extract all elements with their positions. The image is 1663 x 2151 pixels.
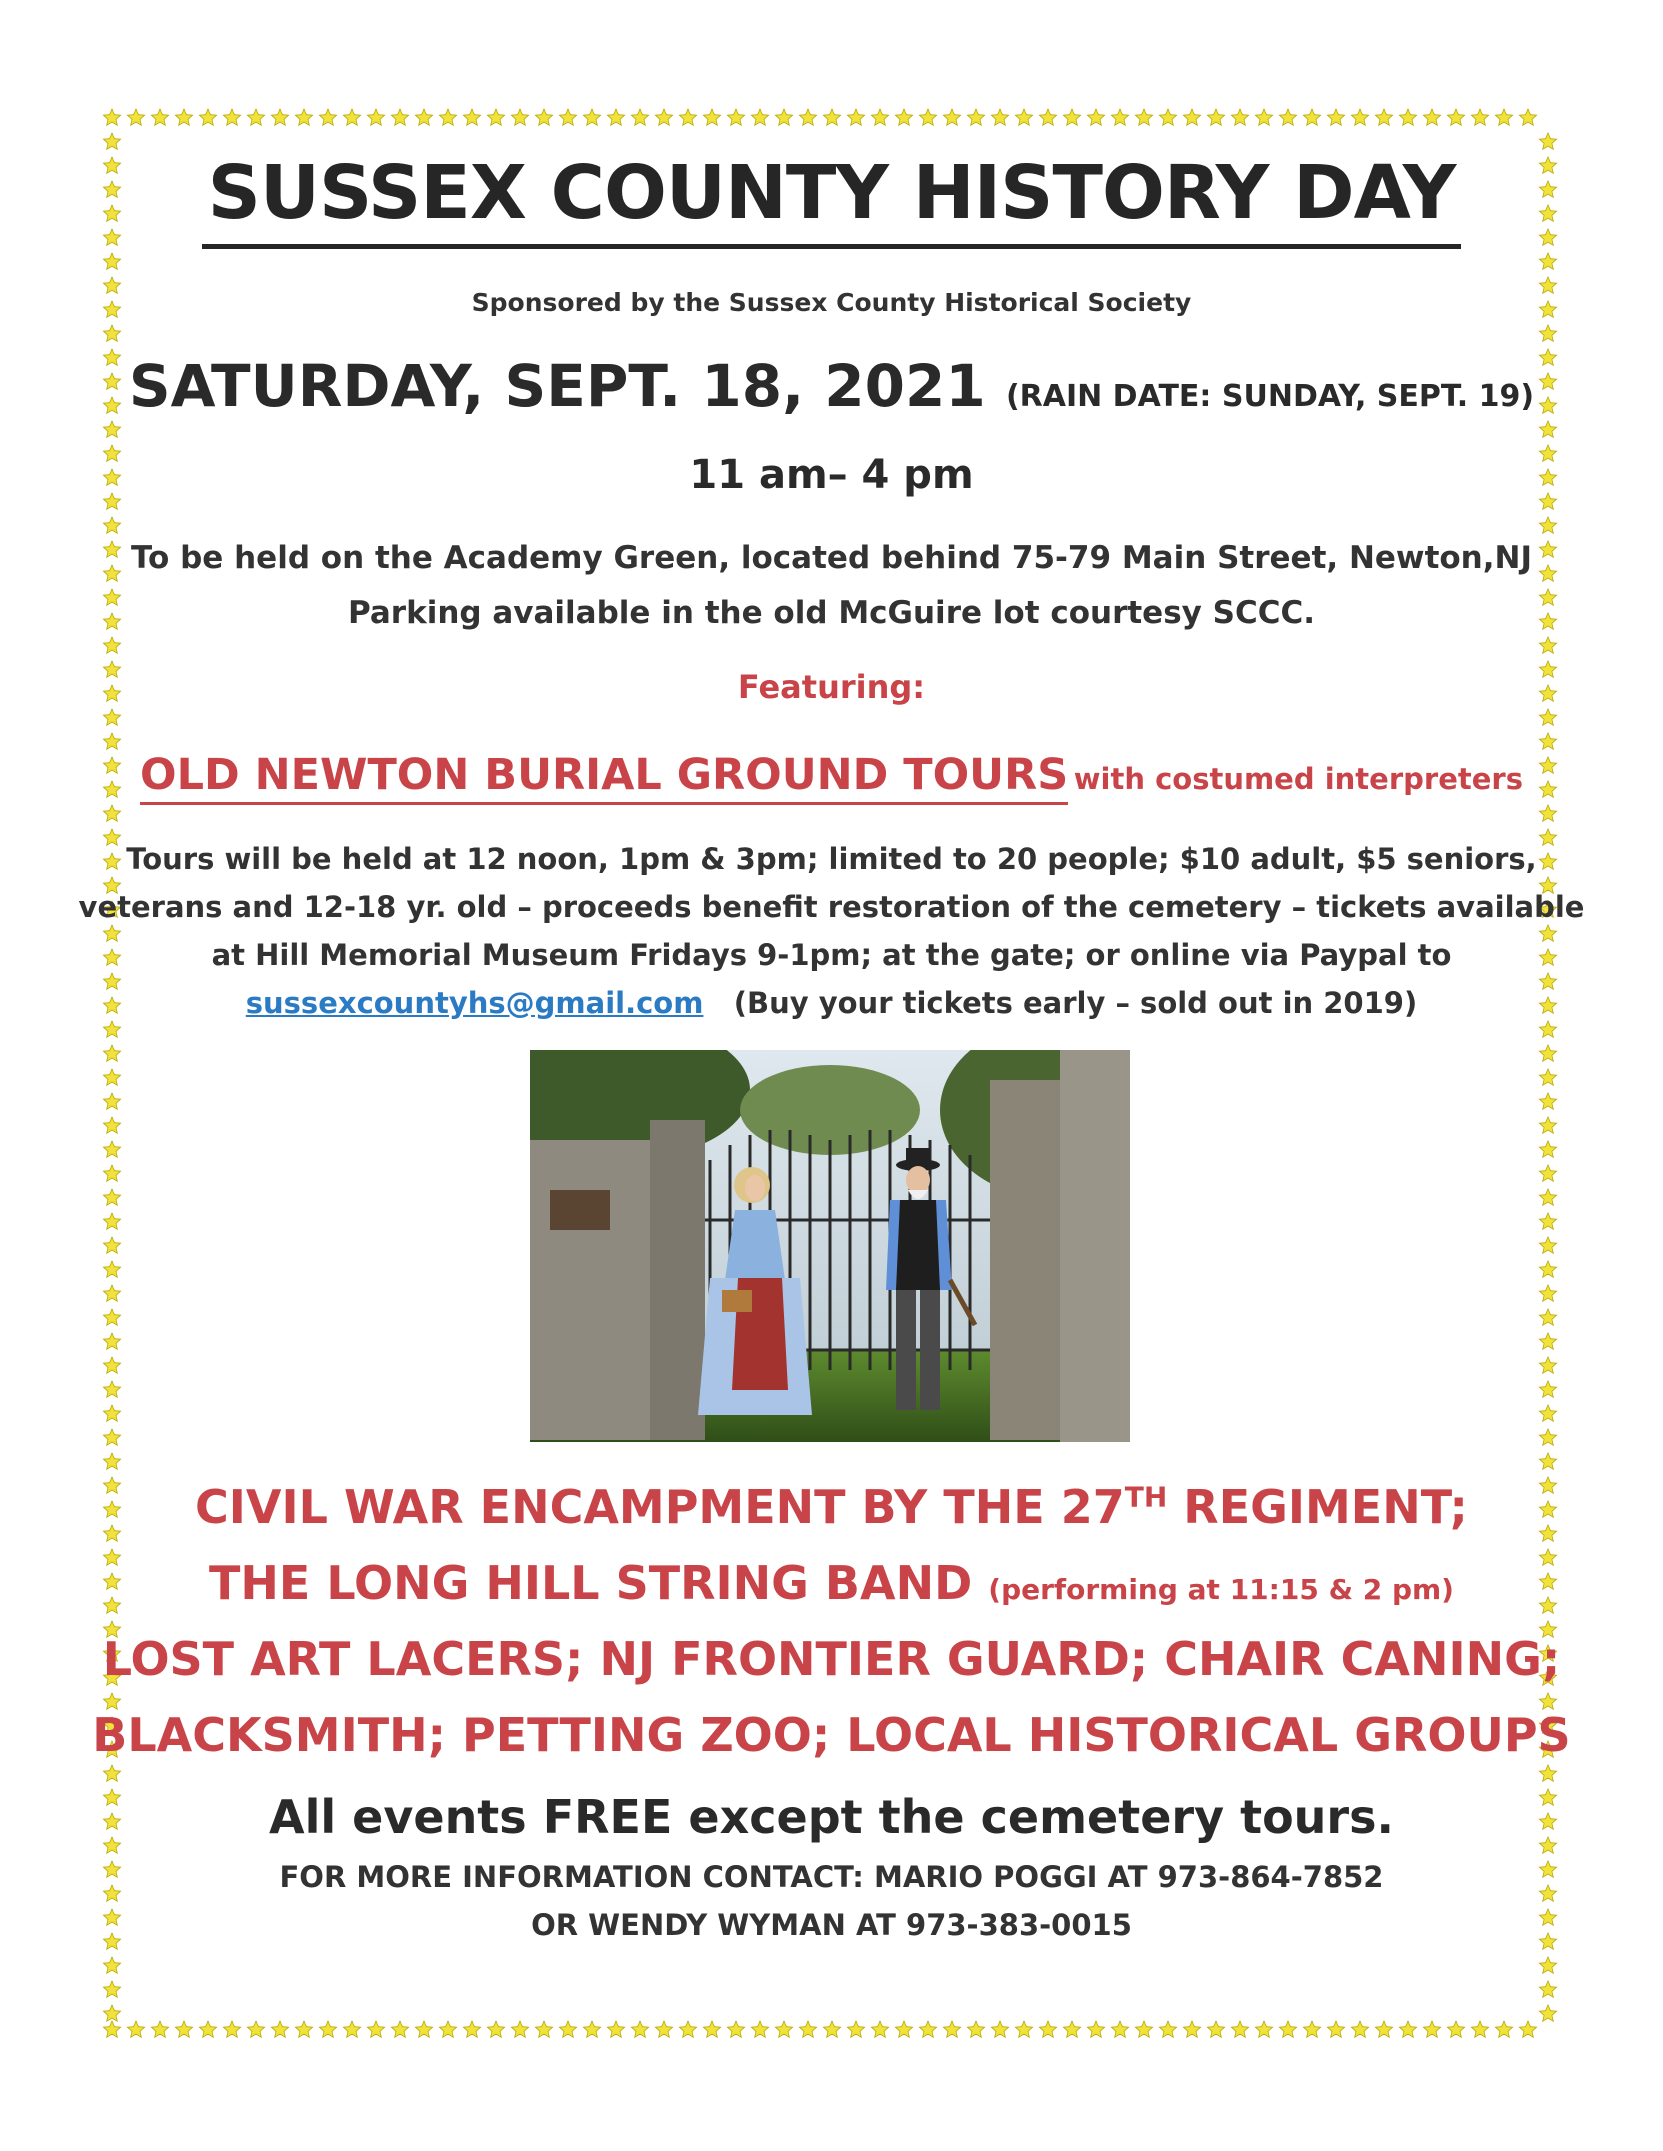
border-star-icon: [175, 109, 192, 125]
border-star-icon: [1471, 2021, 1488, 2037]
border-star-icon: [1063, 2021, 1080, 2037]
border-star-icon: [1539, 1189, 1556, 1205]
border-star-icon: [1539, 1357, 1556, 1373]
border-star-icon: [103, 517, 120, 533]
border-star-icon: [1135, 109, 1152, 125]
border-star-icon: [799, 109, 816, 125]
border-star-icon: [871, 109, 888, 125]
border-star-icon: [751, 2021, 768, 2037]
border-star-icon: [1539, 1021, 1556, 1037]
border-star-icon: [319, 2021, 336, 2037]
tours-headline: [0, 750, 1663, 800]
border-star-icon: [103, 1285, 120, 1301]
border-star-icon: [871, 2021, 888, 2037]
border-star-icon: [895, 2021, 912, 2037]
border-star-icon: [103, 637, 120, 653]
tours-info-line-3: at Hill Memorial Museum Fridays 9-1pm; at the gate; or online via Paypal to: [211, 938, 1452, 972]
border-star-icon: [415, 109, 432, 125]
border-star-icon: [103, 1141, 120, 1157]
border-star-icon: [1539, 709, 1556, 725]
border-star-icon: [703, 109, 720, 125]
border-star-icon: [223, 2021, 240, 2037]
border-star-icon: [103, 1405, 120, 1421]
border-star-icon: [775, 2021, 792, 2037]
border-star-icon: [367, 109, 384, 125]
border-star-icon: [103, 1261, 120, 1277]
border-star-icon: [103, 253, 120, 269]
border-star-icon: [439, 2021, 456, 2037]
border-star-icon: [919, 2021, 936, 2037]
border-star-icon: [607, 109, 624, 125]
border-star-icon: [439, 109, 456, 125]
border-star-icon: [511, 109, 528, 125]
border-star-icon: [103, 1381, 120, 1397]
border-star-icon: [103, 109, 120, 125]
border-star-icon: [343, 109, 360, 125]
border-star-icon: [703, 2021, 720, 2037]
border-star-icon: [1183, 109, 1200, 125]
border-star-icon: [103, 1045, 120, 1061]
border-star-icon: [1207, 109, 1224, 125]
border-star-icon: [1539, 517, 1556, 533]
border-star-icon: [1539, 1165, 1556, 1181]
border-star-icon: [295, 2021, 312, 2037]
border-star-icon: [487, 2021, 504, 2037]
border-star-icon: [1447, 2021, 1464, 2037]
border-star-icon: [1423, 109, 1440, 125]
border-star-icon: [1015, 2021, 1032, 2037]
border-star-icon: [1207, 2021, 1224, 2037]
border-star-icon: [175, 2021, 192, 2037]
border-star-icon: [1183, 2021, 1200, 2037]
border-star-icon: [1327, 109, 1344, 125]
border-star-icon: [103, 709, 120, 725]
border-star-icon: [1539, 1213, 1556, 1229]
border-star-icon: [1399, 109, 1416, 125]
border-star-icon: [847, 2021, 864, 2037]
border-star-icon: [247, 2021, 264, 2037]
border-star-icon: [103, 2005, 120, 2021]
border-star-icon: [583, 2021, 600, 2037]
border-star-icon: [1039, 2021, 1056, 2037]
border-star-icon: [103, 1165, 120, 1181]
border-star-icon: [1539, 1957, 1556, 1973]
border-star-icon: [1015, 109, 1032, 125]
border-star-icon: [1063, 109, 1080, 125]
border-star-icon: [1539, 1429, 1556, 1445]
border-star-icon: [367, 2021, 384, 2037]
border-star-icon: [103, 1237, 120, 1253]
border-star-icon: [103, 1981, 120, 1997]
event-string-band: [0, 1556, 1663, 1610]
border-star-icon: [1399, 2021, 1416, 2037]
border-star-icon: [391, 2021, 408, 2037]
event-title: SUSSEX COUNTY HISTORY DAY: [0, 150, 1663, 236]
border-star-icon: [1327, 2021, 1344, 2037]
border-star-icon: [727, 109, 744, 125]
border-star-icon: [103, 1213, 120, 1229]
border-star-icon: [103, 1453, 120, 1469]
event-line-4: BLACKSMITH; PETTING ZOO; LOCAL HISTORICAL GROUPS: [92, 1708, 1571, 1762]
border-star-icon: [943, 2021, 960, 2037]
border-star-icon: [151, 2021, 168, 2037]
border-star-icon: [103, 1429, 120, 1445]
border-star-icon: [247, 109, 264, 125]
border-star-icon: [103, 1069, 120, 1085]
border-star-icon: [1539, 133, 1556, 149]
border-star-icon: [751, 109, 768, 125]
border-star-icon: [1351, 2021, 1368, 2037]
border-star-icon: [823, 109, 840, 125]
border-star-icon: [103, 1117, 120, 1133]
border-star-icon: [631, 2021, 648, 2037]
border-star-icon: [199, 109, 216, 125]
border-star-icon: [103, 1765, 120, 1781]
border-star-icon: [1135, 2021, 1152, 2037]
border-star-icon: [895, 109, 912, 125]
border-star-icon: [631, 109, 648, 125]
border-star-icon: [1111, 109, 1128, 125]
border-star-icon: [103, 325, 120, 341]
border-star-icon: [1231, 2021, 1248, 2037]
border-star-icon: [1159, 109, 1176, 125]
border-star-icon: [1351, 109, 1368, 125]
border-star-icon: [847, 109, 864, 125]
border-star-icon: [1539, 1333, 1556, 1349]
border-star-icon: [607, 2021, 624, 2037]
border-star-icon: [223, 109, 240, 125]
tours-info-line-1: Tours will be held at 12 noon, 1pm & 3pm; limited to 20 people; $10 adult, $5 seniors,: [126, 842, 1537, 876]
border-star-icon: [1539, 1405, 1556, 1421]
border-star-icon: [1255, 109, 1272, 125]
border-star-icon: [1539, 1285, 1556, 1301]
border-star-icon: [1519, 2021, 1536, 2037]
border-star-icon: [655, 2021, 672, 2037]
border-star-icon: [1539, 1981, 1556, 1997]
border-star-icon: [1375, 109, 1392, 125]
border-star-icon: [799, 2021, 816, 2037]
border-star-icon: [655, 109, 672, 125]
border-star-icon: [1539, 1093, 1556, 1109]
event-line-1-post: REGIMENT;: [1167, 1480, 1468, 1534]
border-star-icon: [1539, 421, 1556, 437]
border-star-icon: [991, 2021, 1008, 2037]
border-star-icon: [103, 133, 120, 149]
sponsor-line: Sponsored by the Sussex County Historical Society: [471, 288, 1192, 317]
border-star-icon: [583, 109, 600, 125]
border-star-icon: [271, 109, 288, 125]
border-star-icon: [151, 109, 168, 125]
border-star-icon: [103, 1693, 120, 1709]
border-star-icon: [727, 2021, 744, 2037]
border-star-icon: [1447, 109, 1464, 125]
location-line-1: To be held on the Academy Green, located behind 75-79 Main Street, Newton,NJ: [130, 540, 1533, 576]
border-star-icon: [775, 109, 792, 125]
border-star-icon: [103, 421, 120, 437]
tours-info-line-2: veterans and 12-18 yr. old – proceeds benefit restoration of the cemetery – tickets available: [78, 890, 1585, 924]
border-star-icon: [103, 1957, 120, 1973]
tours-title: OLD NEWTON BURIAL GROUND TOURS: [140, 750, 1068, 805]
border-star-icon: [127, 109, 144, 125]
border-star-icon: [127, 2021, 144, 2037]
border-star-icon: [535, 2021, 552, 2037]
border-star-icon: [1519, 109, 1536, 125]
event-line-1-pre: CIVIL WAR ENCAMPMENT BY THE 27: [195, 1480, 1125, 1534]
border-star-icon: [1539, 733, 1556, 749]
tickets-note: (Buy your tickets early – sold out in 2019): [733, 986, 1418, 1020]
border-star-icon: [1539, 1237, 1556, 1253]
border-star-icon: [1539, 1117, 1556, 1133]
border-star-icon: [295, 109, 312, 125]
border-star-icon: [1111, 2021, 1128, 2037]
border-star-icon: [103, 1333, 120, 1349]
border-star-icon: [1539, 1069, 1556, 1085]
border-star-icon: [967, 109, 984, 125]
border-star-icon: [1471, 109, 1488, 125]
border-star-icon: [271, 2021, 288, 2037]
border-star-icon: [1039, 109, 1056, 125]
border-star-icon: [991, 109, 1008, 125]
border-star-icon: [1539, 325, 1556, 341]
event-line-3: LOST ART LACERS; NJ FRONTIER GUARD; CHAIR CANING;: [102, 1632, 1561, 1686]
border-star-icon: [1303, 2021, 1320, 2037]
border-star-icon: [535, 109, 552, 125]
event-time: 11 am– 4 pm: [689, 452, 974, 498]
border-star-icon: [943, 109, 960, 125]
border-star-icon: [1539, 1045, 1556, 1061]
event-line-2: THE LONG HILL STRING BAND: [209, 1556, 973, 1610]
border-star-icon: [415, 2021, 432, 2037]
border-star-icon: [391, 109, 408, 125]
event-date: [0, 352, 1663, 420]
border-star-icon: [1279, 2021, 1296, 2037]
location-line-2: Parking available in the old McGuire lot courtesy SCCC.: [347, 595, 1316, 631]
border-star-icon: [679, 2021, 696, 2037]
border-star-icon: [1495, 2021, 1512, 2037]
border-star-icon: [103, 1357, 120, 1373]
border-star-icon: [559, 2021, 576, 2037]
border-star-icon: [559, 109, 576, 125]
border-star-icon: [1255, 2021, 1272, 2037]
border-star-icon: [103, 2021, 120, 2037]
border-star-icon: [103, 1021, 120, 1037]
event-civil-war-encampment: [0, 1480, 1663, 1534]
border-star-icon: [1539, 253, 1556, 269]
border-star-icon: [319, 109, 336, 125]
contact-line-1: FOR MORE INFORMATION CONTACT: MARIO POGGI AT 973-864-7852: [279, 1860, 1384, 1894]
border-star-icon: [1303, 109, 1320, 125]
border-star-icon: [487, 109, 504, 125]
border-star-icon: [1539, 2005, 1556, 2021]
border-star-icon: [1539, 1765, 1556, 1781]
featuring-label: Featuring:: [737, 668, 926, 706]
border-star-icon: [1495, 109, 1512, 125]
border-star-icon: [463, 2021, 480, 2037]
border-star-icon: [1539, 1693, 1556, 1709]
border-star-icon: [199, 2021, 216, 2037]
border-star-icon: [1159, 2021, 1176, 2037]
border-star-icon: [1539, 1261, 1556, 1277]
border-star-icon: [1087, 2021, 1104, 2037]
border-star-icon: [823, 2021, 840, 2037]
border-star-icon: [511, 2021, 528, 2037]
border-star-icon: [1539, 1309, 1556, 1325]
tours-subtitle: with costumed interpreters: [1073, 762, 1523, 796]
border-star-icon: [1375, 2021, 1392, 2037]
border-star-icon: [679, 109, 696, 125]
border-star-icon: [1539, 1141, 1556, 1157]
date-main: SATURDAY, SEPT. 18, 2021: [128, 352, 986, 420]
border-star-icon: [103, 805, 120, 821]
border-star-icon: [967, 2021, 984, 2037]
border-star-icon: [1539, 637, 1556, 653]
border-star-icon: [463, 109, 480, 125]
border-star-icon: [1539, 1381, 1556, 1397]
border-star-icon: [1539, 805, 1556, 821]
rain-date: (RAIN DATE: SUNDAY, SEPT. 19): [1005, 379, 1535, 414]
border-star-icon: [103, 1189, 120, 1205]
email-link[interactable]: sussexcountyhs@gmail.com: [245, 986, 704, 1020]
border-star-icon: [103, 1309, 120, 1325]
border-star-icon: [1087, 109, 1104, 125]
cemetery-gate-photo: [530, 1050, 1130, 1442]
tours-info-line-4: [0, 986, 1663, 1020]
border-star-icon: [1423, 2021, 1440, 2037]
border-star-icon: [103, 1093, 120, 1109]
border-star-icon: [1539, 1453, 1556, 1469]
border-star-icon: [343, 2021, 360, 2037]
border-star-icon: [103, 733, 120, 749]
performance-times: (performing at 11:15 & 2 pm): [988, 1573, 1454, 1606]
free-events-note: All events FREE except the cemetery tours.: [269, 1790, 1394, 1844]
event-line-1-sup: TH: [1124, 1480, 1168, 1514]
border-star-icon: [919, 109, 936, 125]
border-star-icon: [1279, 109, 1296, 125]
border-star-icon: [1231, 109, 1248, 125]
contact-line-2: OR WENDY WYMAN AT 973-383-0015: [531, 1908, 1132, 1942]
